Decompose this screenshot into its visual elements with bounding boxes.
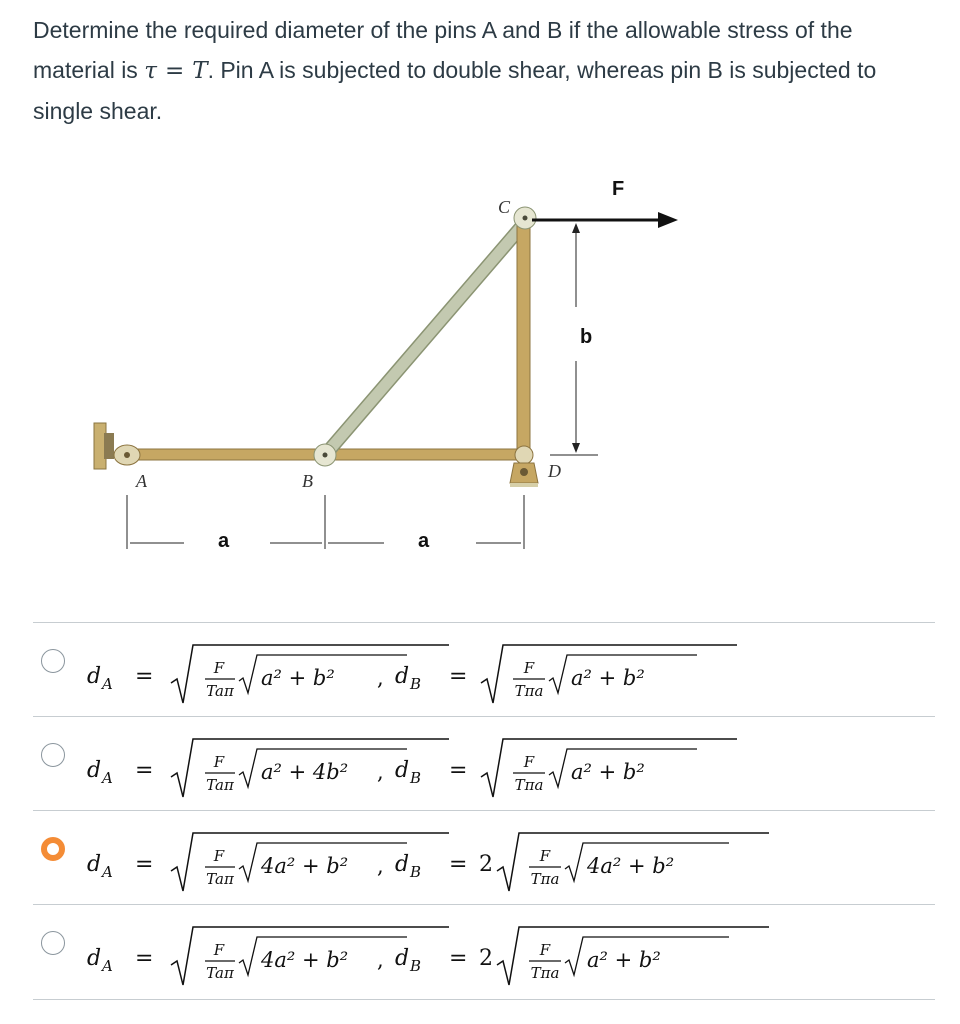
answer-option-2[interactable] (33, 716, 935, 811)
label-d-pin: D (548, 461, 561, 481)
support-d-pin (520, 468, 528, 476)
db-symbol: d (395, 758, 410, 783)
db-fraction-denominator: Tπa (530, 870, 560, 888)
da-equals: = (135, 946, 154, 971)
force-arrow-head (658, 212, 678, 228)
label-dim-a2: a (418, 530, 430, 552)
da-separator: , (377, 948, 384, 972)
db-coefficient: 2 (479, 852, 493, 877)
db-fraction-denominator: Tπa (530, 964, 560, 982)
question-text (33, 10, 933, 131)
da-equals: = (135, 664, 154, 689)
da-fraction-numerator: F (213, 847, 225, 865)
answer-option-1[interactable] (33, 622, 935, 717)
db-equals: = (449, 852, 468, 877)
label-dim-b: b (580, 326, 593, 348)
question-text-part-2: . Pin A is subjected to double shear, whereas pin B is subjected to single shear. (33, 57, 877, 124)
db-root-expression: a² + b² (571, 760, 645, 784)
label-force-f: F (612, 178, 625, 200)
db-subscript: B (410, 957, 422, 975)
formula-4 (77, 905, 797, 999)
da-root-expression: 4a² + b² (261, 854, 349, 878)
db-equals: = (449, 946, 468, 971)
ground-d (510, 483, 538, 487)
db-equals: = (449, 664, 468, 689)
da-fraction-numerator: F (213, 941, 225, 959)
db-equals: = (449, 758, 468, 783)
db-root-expression: 4a² + b² (587, 854, 675, 878)
formula-3 (77, 811, 797, 905)
db-symbol: d (395, 664, 410, 689)
db-subscript: B (410, 769, 422, 787)
db-subscript: B (410, 675, 422, 693)
label-dim-a1: a (218, 530, 230, 552)
wall-bracket (104, 433, 114, 459)
answer-option-4[interactable] (33, 904, 935, 1000)
radio-button-4[interactable] (41, 931, 65, 955)
da-separator: , (377, 854, 384, 878)
pin-b-center (323, 453, 328, 458)
da-symbol: d (87, 946, 102, 971)
db-fraction-numerator: F (539, 941, 551, 959)
db-symbol: d (395, 852, 410, 877)
tau-symbol: τ (144, 58, 157, 84)
da-subscript: A (102, 863, 113, 881)
da-root-expression: a² + 4b² (261, 760, 349, 784)
da-subscript: A (102, 957, 113, 975)
pin-d (515, 446, 533, 464)
question-text-part-1: Determine the required diameter of the pins A and B if the allowable stress of the material is (33, 17, 853, 83)
da-fraction-numerator: F (213, 659, 225, 677)
da-fraction-numerator: F (213, 753, 225, 771)
db-fraction-denominator: Tπa (514, 776, 544, 794)
db-coefficient: 2 (479, 946, 493, 971)
db-fraction-numerator: F (539, 847, 551, 865)
da-symbol: d (87, 664, 102, 689)
dim-b-arrow-top (572, 223, 580, 233)
db-root-expression: a² + b² (571, 666, 645, 690)
equals-sign: = (164, 58, 185, 84)
formula-1 (77, 623, 797, 717)
member-cd (517, 219, 530, 455)
da-separator: , (377, 760, 384, 784)
db-subscript: B (410, 863, 422, 881)
da-root-expression: 4a² + b² (261, 948, 349, 972)
pin-a-center (124, 452, 130, 458)
dim-b-arrow-bottom (572, 443, 580, 453)
answer-option-3[interactable] (33, 810, 935, 905)
member-bc (325, 219, 528, 455)
frame-figure (80, 165, 700, 565)
db-fraction-numerator: F (523, 659, 535, 677)
db-root-expression: a² + b² (587, 948, 661, 972)
da-symbol: d (87, 758, 102, 783)
da-root-expression: a² + b² (261, 666, 335, 690)
label-a-pin: A (136, 471, 147, 491)
da-separator: , (377, 666, 384, 690)
da-fraction-denominator: Taπ (206, 964, 234, 982)
radio-button-1[interactable] (41, 649, 65, 673)
da-equals: = (135, 758, 154, 783)
da-fraction-denominator: Taπ (206, 682, 234, 700)
db-fraction-numerator: F (523, 753, 535, 771)
db-symbol: d (395, 946, 410, 971)
da-subscript: A (102, 675, 113, 693)
da-fraction-denominator: Taπ (206, 776, 234, 794)
formula-2 (77, 717, 797, 811)
radio-button-2[interactable] (41, 743, 65, 767)
da-fraction-denominator: Taπ (206, 870, 234, 888)
label-b-pin: B (302, 471, 313, 491)
allowable-stress-symbol: T (192, 58, 208, 84)
db-fraction-denominator: Tπa (514, 682, 544, 700)
da-equals: = (135, 852, 154, 877)
pin-c-center (523, 216, 528, 221)
da-symbol: d (87, 852, 102, 877)
label-c-pin: C (498, 197, 511, 217)
radio-button-3[interactable] (41, 837, 65, 861)
da-subscript: A (102, 769, 113, 787)
